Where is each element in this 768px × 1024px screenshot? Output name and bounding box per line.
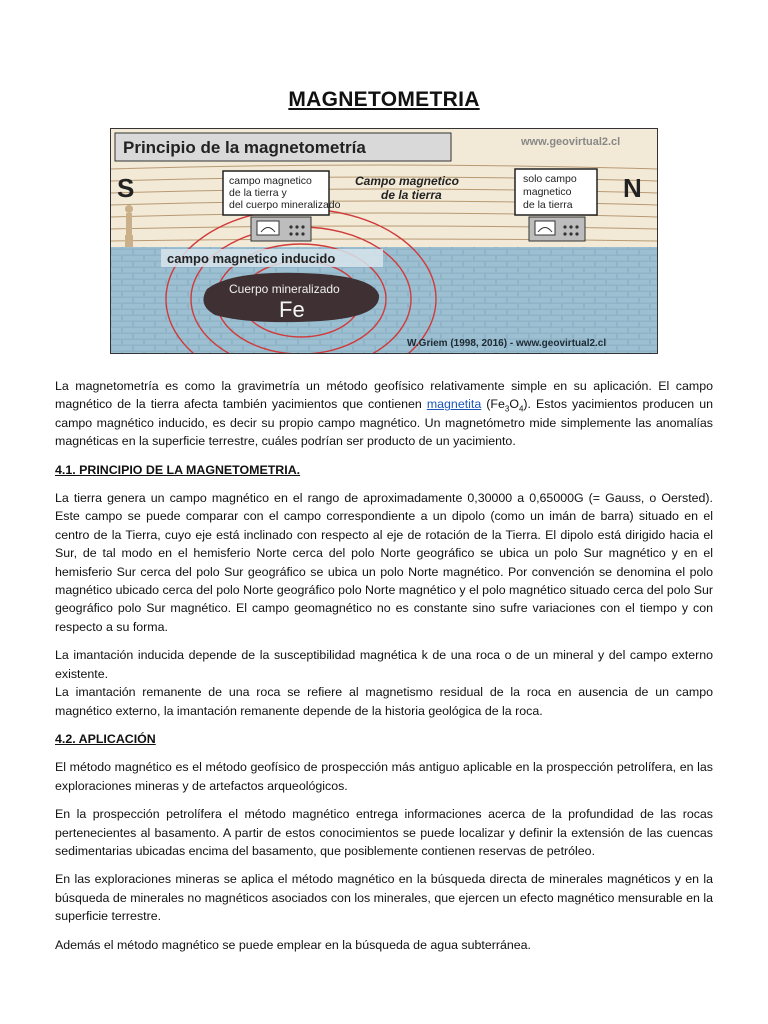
right-callout-line-3: de la tierra [523,199,573,211]
formula-mid: O [509,397,519,412]
section2-paragraph-3: En las exploraciones mineras se aplica el método magnético en la búsqueda directa de minerales magnéticos y en la búsqueda de minerales no magnéticos asociados con los minerales, que ejercen un efecto magnético mensurable en la superficie terrestre. [55,872,713,924]
formula-sub-2: 4 [518,404,524,414]
right-callout-line-1: solo campo [523,173,577,185]
section1-paragraph-3: La imantación remanente de una roca se refiere al magnetismo residual de la roca en ausencia de un campo magnético externo, la imantación remanente depende de la historia geológica de la roca. [55,685,713,718]
document-body [55,377,713,964]
magnetometry-diagram [110,128,658,354]
right-magnetometer-icon [529,217,585,241]
ore-symbol: Fe [279,297,305,322]
left-magnetometer-icon [251,217,311,241]
right-callout [515,169,597,215]
center-label-line-1: Campo magnetico [355,174,460,188]
section1-paragraph-2: La imantación inducida depende de la susceptibilidad magnética k de una roca o de un mineral y del campo externo existente. [55,648,713,681]
section1-paragraph-1: La tierra genera un campo magnético en el rango de aproximadamente 0,30000 a 0,65000G (= Gauss, o Oersted). Este campo se puede comparar con el campo correspondiente a un dipolo (como un imán de barra) situado en el centro de la Tierra, cuyo eje está inclinado con respecto al eje de rotación de la Tierra. El dipolo está dirigido hacia el Sur, de tal modo en el hemisferio Norte cerca del polo Norte geográfico se ubica un polo Sur magnético y en el hemisferio Sur cerca del polo Sur geográfico se ubica un polo Norte magnético. Por convención se denomina el polo magnético ubicado cerca del polo Norte geográfico polo Norte magnético y el polo magnético situado cerca del polo Sur geográfico polo Sur magnético. El campo geomagnético no es constante sino sufre variaciones con el tiempo y con respecto a su forma. [55,491,713,634]
left-callout-line-1: campo magnetico [229,175,312,187]
intro-text-1: La magnetometría es como la gravimetría un método geofísico relativamente simple en su aplicación. El campo magnético de la tierra afecta también yacimientos que contienen [55,379,713,412]
pole-n-label: N [623,173,642,203]
left-callout [223,171,341,215]
induced-label: campo magnetico inducido [167,251,336,266]
intro-paragraph [55,377,713,451]
center-label-line-2: de la tierra [381,188,442,202]
section2-paragraph-1: El método magnético es el método geofísico de prospección más antiguo aplicable en la prospección petrolífera, en las exploraciones mineras y de artefactos arqueológicos. [55,760,713,793]
banner-title: Principio de la magnetometría [123,138,366,157]
section2-paragraph-4: Además el método magnético se puede emplear en la búsqueda de agua subterránea. [55,937,531,952]
section2-paragraph-2: En la prospección petrolífera el método magnético entrega informaciones acerca de la profundidad de las rocas pertenecientes al basamento. A partir de estos conocimientos se puede localizar y definir la extensión de las cuencas sedimentarias ubicadas encima del basamento, que posiblemente contienen reservas de petróleo. [55,807,713,858]
section-heading-4-1: 4.1. PRINCIPIO DE LA MAGNETOMETRIA. [55,462,301,477]
formula-sub-1: 3 [504,404,510,414]
person-silhouette [125,205,133,247]
magnetita-link[interactable]: magnetita [426,397,482,412]
left-callout-line-2: de la tierra y [229,187,287,199]
intro-text-2: ). Estos yacimientos producen un campo magnético inducido, es decir su propio campo magnético. Un magnetómetro mide simplemente las anomalías magnéticas en la superficie terrestre, cuáles podrían ser producto de un yacimiento. [55,397,713,449]
watermark-top: www.geovirtual2.cl [521,136,621,148]
ore-label: Cuerpo mineralizado [229,282,340,296]
document-title: MAGNETOMETRIA [288,88,480,111]
right-callout-line-2: magnetico [523,186,572,198]
left-callout-line-3: del cuerpo mineralizado [229,199,341,211]
figure-credit: W.Griem (1998, 2016) - www.geovirtual2.cl [407,338,607,349]
pole-s-label: S [117,173,135,203]
formula-prefix: (Fe [481,397,505,412]
section-heading-4-2: 4.2. APLICACIÓN [55,731,156,746]
